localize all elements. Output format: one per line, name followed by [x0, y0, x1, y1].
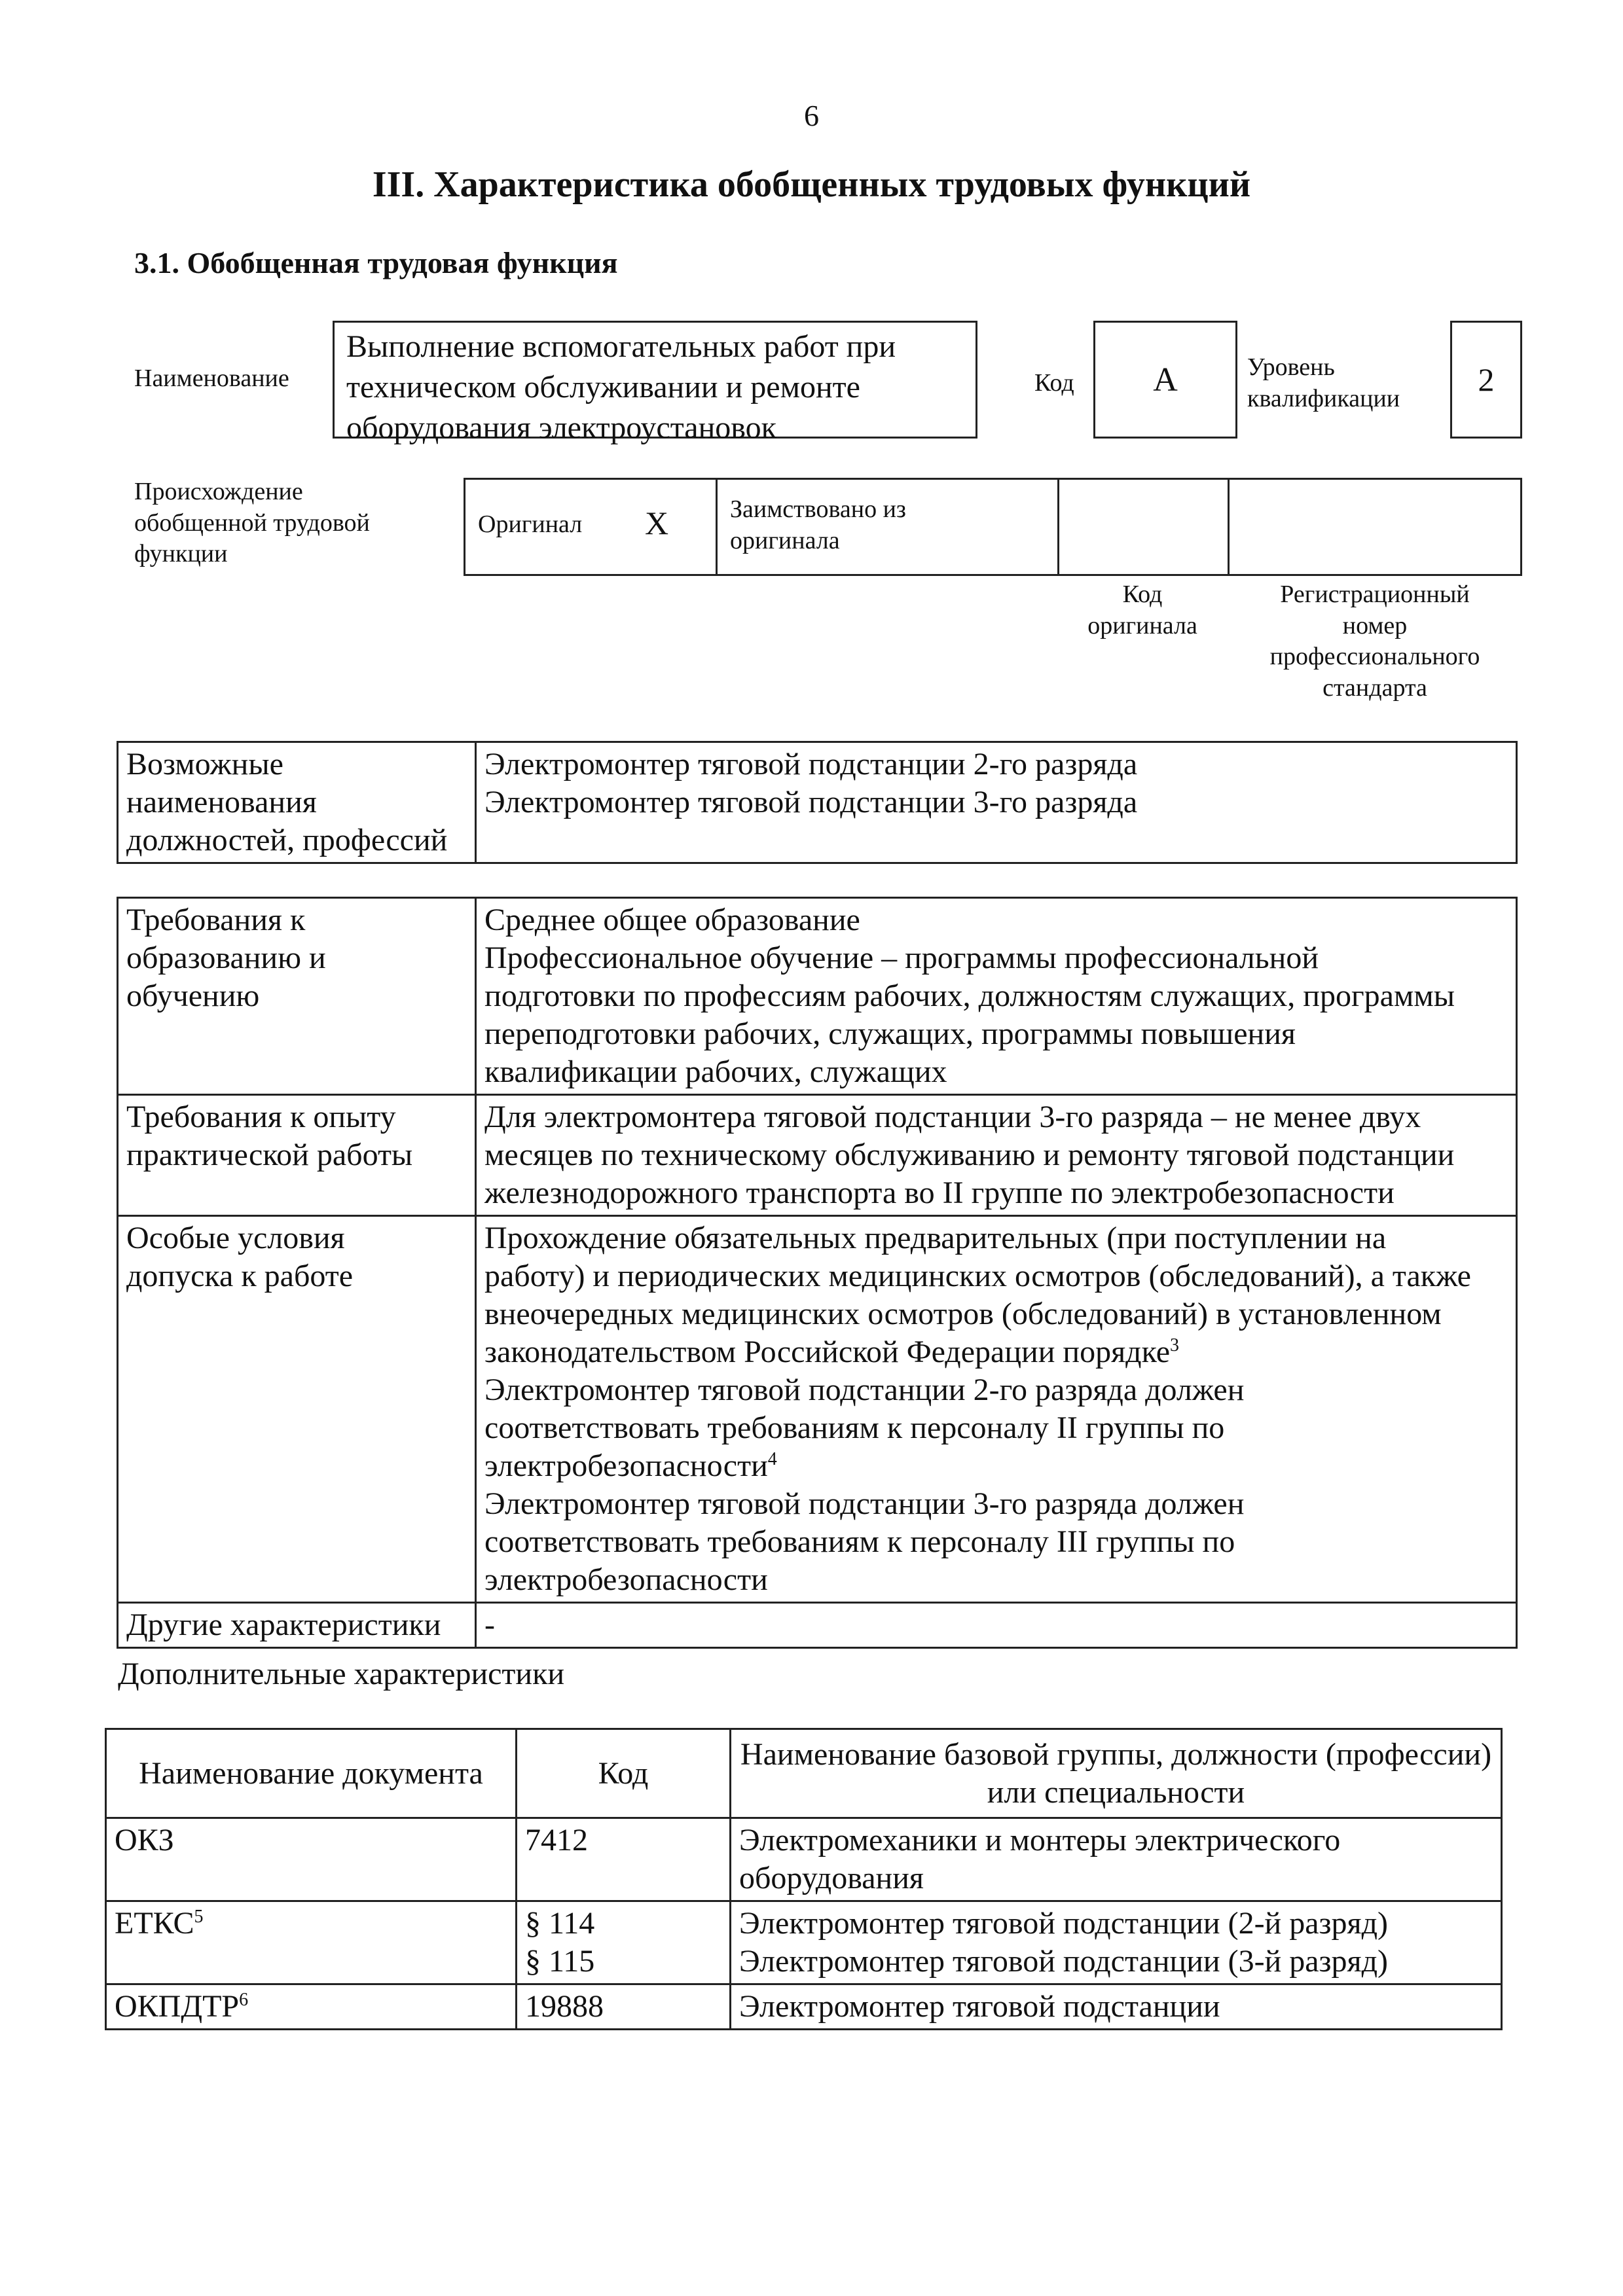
footnote-ref: 4	[767, 1449, 777, 1469]
code-cell: 7412	[517, 1818, 731, 1901]
additional-title: Дополнительные характеристики	[118, 1657, 565, 1691]
origin-divider	[1057, 478, 1059, 576]
code-value: А	[1093, 321, 1237, 439]
subsection-title: 3.1. Обобщенная трудовая функция	[134, 246, 618, 279]
table-row	[118, 1095, 1517, 1216]
req-label: Требования к образованию и обучению	[118, 898, 476, 1095]
doc-cell: ОКПДТР$^6$	[106, 1984, 517, 2030]
original-mark: Х	[645, 505, 669, 541]
req-label: Другие характеристики	[118, 1603, 476, 1648]
req-value: Для электромонтера тяговой подстанции 3-го разряда – не менее двух месяцев по техническому обслуживанию и ремонту тяговой подстанции железнодорожного транспорта во II группе по электробезопасности	[476, 1095, 1517, 1216]
level-label: Уровень квалификации	[1247, 353, 1400, 412]
origin-label: Происхождение обобщенной трудовой функции	[134, 478, 370, 567]
header-doc: Наименование документа	[106, 1729, 517, 1818]
page-number: 6	[804, 99, 819, 132]
doc-cell: ЕТКС$^5$	[106, 1901, 517, 1984]
req-value: Прохождение обязательных предварительных (при поступлении на работу) и периодических медицинских осмотров (обследований), а также внеочередных медицинских осмотров (обследований) в установленном законодательством Российской Федерации порядке$^3$ Электромонтер тяговой подстанции 2-го разряда должен соответствовать требованиям к персоналу II группы по электробезопасности$^4$ Электромонтер тяговой подстанции 3-го разряда должен соответствовать требованиям к персоналу III группы по электробезопасности	[476, 1216, 1517, 1603]
footnote-ref: 3	[1170, 1335, 1179, 1355]
table-row	[118, 742, 1517, 863]
section-title: III. Характеристика обобщенных трудовых функций	[372, 164, 1251, 205]
code-cell: 19888	[517, 1984, 731, 2030]
table-row	[118, 898, 1517, 1095]
positions-label: Возможные наименования должностей, профессий	[118, 742, 476, 863]
table-row	[118, 1603, 1517, 1648]
code-original-caption: Код оригинала	[1087, 581, 1197, 639]
origin-divider	[1228, 478, 1230, 576]
origin-divider	[716, 478, 718, 576]
req-label: Требования к опыту практической работы	[118, 1095, 476, 1216]
doc-cell: ОКЗ	[106, 1818, 517, 1901]
code-label: Код	[1034, 369, 1074, 397]
code-cell: § 114 § 115	[517, 1901, 731, 1984]
table-row	[106, 1901, 1502, 1984]
requirements-table	[117, 897, 1518, 1649]
footnote-ref: 6	[239, 1990, 249, 2010]
table-row	[106, 1818, 1502, 1901]
name-line: Выполнение вспомогательных работ при	[346, 329, 896, 364]
positions-table	[117, 741, 1518, 864]
req-value: -	[476, 1603, 1517, 1648]
original-label: Оригинал	[478, 511, 583, 538]
origin-box	[464, 478, 1522, 576]
table-row	[106, 1984, 1502, 2030]
req-value: Среднее общее образование Профессиональное обучение – программы профессиональной подготовки по профессиям рабочих, должностям служащих, программы переподготовки рабочих, служащих, программы повышения квалификации рабочих, служащих	[476, 898, 1517, 1095]
header-code: Код	[517, 1729, 731, 1818]
name-line: техническом обслуживании и ремонте	[346, 370, 860, 404]
name-cell: Электромонтер тяговой подстанции (2-й разряд) Электромонтер тяговой подстанции (3-й разряд)	[731, 1901, 1502, 1984]
borrowed-label: Заимствовано из оригинала	[730, 495, 906, 554]
positions-values: Электромонтер тяговой подстанции 2-го разряда Электромонтер тяговой подстанции 3-го разряда	[476, 742, 1517, 863]
name-label: Наименование	[134, 365, 289, 392]
name-cell: Электромонтер тяговой подстанции	[731, 1984, 1502, 2030]
table-header-row	[106, 1729, 1502, 1818]
additional-table	[105, 1728, 1503, 2030]
req-label: Особые условия допуска к работе	[118, 1216, 476, 1603]
footnote-ref: 5	[194, 1907, 204, 1927]
table-row	[118, 1216, 1517, 1603]
name-cell: Электромеханики и монтеры электрического оборудования	[731, 1818, 1502, 1901]
reg-number-caption: Регистрационный номер профессионального стандарта	[1269, 581, 1480, 702]
level-value: 2	[1450, 321, 1522, 439]
name-line: оборудования электроустановок	[346, 410, 776, 445]
name-box	[333, 321, 977, 445]
header-name: Наименование базовой группы, должности (профессии) или специальности	[731, 1729, 1502, 1818]
